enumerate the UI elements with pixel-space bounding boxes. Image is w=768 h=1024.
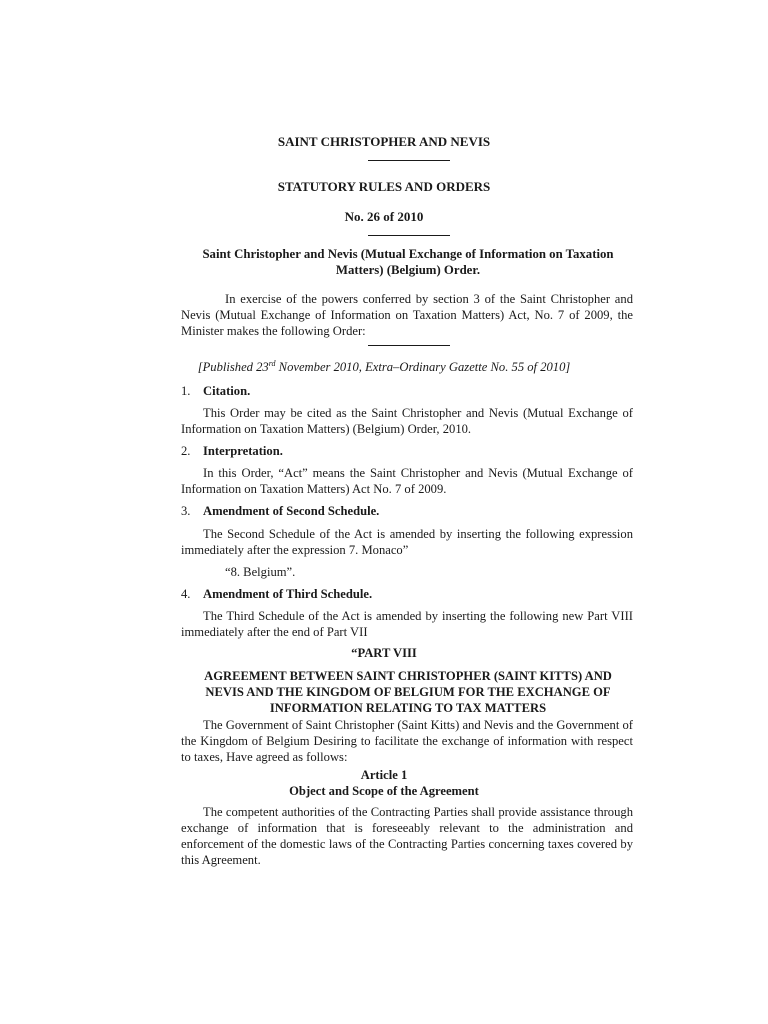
section-3-body: The Second Schedule of the Act is amended by inserting the following expression immediately after the expression 7. Monaco” bbox=[181, 527, 633, 557]
section-3-quote: “8. Belgium”. bbox=[225, 565, 296, 579]
preamble: In exercise of the powers conferred by section 3 of the Saint Christopher and Nevis (Mutual Exchange of Information on Taxation Matters) Act, No. 7 of 2009, the Minister makes the following Order: bbox=[181, 292, 633, 338]
section-1-body: This Order may be cited as the Saint Christopher and Nevis (Mutual Exchange of Information on Taxation Matters) (Belgium) Order, 2010. bbox=[181, 406, 633, 436]
country-heading: SAINT CHRISTOPHER AND NEVIS bbox=[277, 134, 491, 149]
article-title: Object and Scope of the Agreement bbox=[289, 784, 479, 798]
article-body: The competent authorities of the Contracting Parties shall provide assistance through exchange of information that is foreseeably relevant to the administration and enforcement of the domestic laws of the Contracting Parties concerning taxes covered by this Agreement. bbox=[181, 805, 633, 867]
heading-divider bbox=[368, 160, 450, 161]
section-4-heading: 4. Amendment of Third Schedule. bbox=[181, 587, 373, 601]
part-label: “PART VIII bbox=[351, 646, 417, 660]
section-2-heading: 2. Interpretation. bbox=[181, 444, 283, 458]
agreement-intro: The Government of Saint Christopher (Saint Kitts) and Nevis and the Government of the Kingdom of Belgium Desiring to facilitate the exchange of information with respect to taxes, Have agreed as follows: bbox=[181, 718, 633, 764]
order-number: No. 26 of 2010 bbox=[344, 209, 424, 224]
section-1-heading: 1. Citation. bbox=[181, 384, 251, 398]
series-heading: STATUTORY RULES AND ORDERS bbox=[277, 179, 491, 194]
section-3-heading: 3. Amendment of Second Schedule. bbox=[181, 504, 380, 518]
section-2-body: In this Order, “Act” means the Saint Christopher and Nevis (Mutual Exchange of Information on Taxation Matters) Act No. 7 of 2009. bbox=[181, 466, 633, 496]
section-4-body: The Third Schedule of the Act is amended by inserting the following new Part VIII immediately after the end of Part VII bbox=[181, 609, 633, 639]
publication-note: [Published 23rd November 2010, Extra–Ordinary Gazette No. 55 of 2010] bbox=[197, 359, 571, 375]
article-label: Article 1 bbox=[360, 768, 408, 782]
number-divider bbox=[368, 235, 450, 236]
agreement-title: AGREEMENT BETWEEN SAINT CHRISTOPHER (SAINT KITTS) AND NEVIS AND THE KINGDOM OF BELGIUM FOR THE EXCHANGE OF INFORMATION RELATING TO TAX MATTERS bbox=[204, 669, 612, 715]
preamble-divider bbox=[368, 345, 450, 346]
order-title: Saint Christopher and Nevis (Mutual Exchange of Information on Taxation Matters) (Belgium) Order. bbox=[202, 247, 614, 277]
